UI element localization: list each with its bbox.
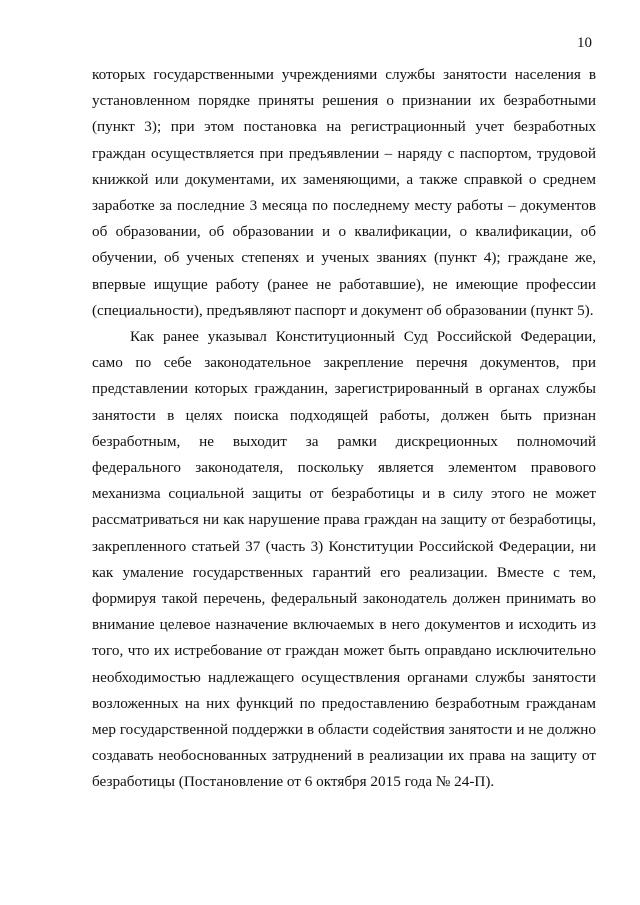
paragraph-continuation: которых государственными учреждениями службы занятости населения в установленном порядке приняты решения о признании их безработными (пункт 3); при этом постановка на регистрационный учет безработных граждан осуществляется при предъявлении – наряду с паспортом, трудовой книжкой или документами, их заменяющими, а также справкой о среднем заработке за последние 3 месяца по последнему месту работы – документов об образовании, об образовании и о квалификации, о квалификации, об обучении, об ученых степенях и ученых званиях (пункт 4); граждане же, впервые ищущие работу (ранее не работавшие), не имеющие профессии (специальности), предъявляют паспорт и документ об образовании (пункт 5). [92,66,596,319]
document-body [92,62,596,796]
paragraph-constitutional-court: Как ранее указывал Конституционный Суд Российской Федерации, само по себе законодательное закрепление перечня документов, при представлении которых гражданин, зарегистрированный в органах службы занятости в целях поиска подходящей работы, должен быть признан безработным, не выходит за рамки дискреционных полномочий федерального законодателя, поскольку является элементом правового механизма социальной защиты от безработицы и в силу этого не может рассматриваться ни как нарушение права граждан на защиту от безработицы, закрепленного статьей 37 (часть 3) Конституции Российской Федерации, ни как умаление государственных гарантий его реализации. Вместе с тем, формируя такой перечень, федеральный законодатель должен принимать во внимание целевое назначение включаемых в него документов и исходить из того, что их истребование от граждан может быть оправдано исключительно необходимостью надлежащего осуществления органами службы занятости возложенных на них функций по предоставлению безработным гражданам мер государственной поддержки в области содействия занятости и не должно создавать необоснованных затруднений в реализации их права на защиту от безработицы (Постановление от 6 октября 2015 года № 24-П). [92,328,596,791]
page-number: 10 [577,35,592,51]
